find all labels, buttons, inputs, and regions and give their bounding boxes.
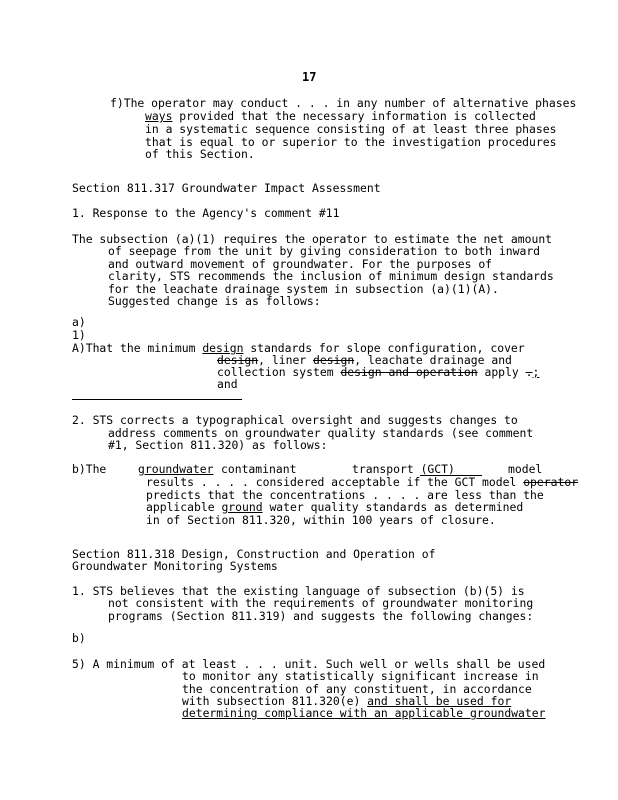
amendment-5-line-5: determining compliance with an applicable groundwater bbox=[182, 706, 546, 720]
amendment-b-model: model bbox=[508, 462, 543, 476]
sec317-para-line-5: for the leachate drainage system in subsection (a)(1)(A). bbox=[108, 282, 499, 296]
amendment-5-line-2: to monitor any statistically significant increase in bbox=[182, 669, 539, 683]
amendment-b-line-1-label: b)The bbox=[72, 462, 107, 476]
amendment-5-line-3: the concentration of any constituent, in accordance bbox=[182, 682, 532, 696]
sts2-line-3: #1, Section 811.320) as follows: bbox=[108, 438, 328, 452]
sec317-para-line-1: The subsection (a)(1) requires the operator to estimate the net amount bbox=[72, 232, 553, 246]
para-f-line-1: f)The operator may conduct . . . in any number of alternative phases bbox=[110, 96, 577, 110]
text-run: apply bbox=[477, 365, 526, 379]
text-run: applicable bbox=[146, 500, 222, 514]
sts2-line-1: 2. STS corrects a typographical oversight and suggests changes to bbox=[72, 413, 518, 427]
amendment-A-line-4: and bbox=[217, 377, 238, 391]
label-b: b) bbox=[72, 631, 86, 645]
sec317-para-line-4: clarity, STS recommends the inclusion of minimum design standards bbox=[108, 269, 554, 283]
para-f-line-2-rest: provided that the necessary information is collected bbox=[172, 109, 536, 123]
deleted-text: design bbox=[313, 353, 355, 367]
para-f-line-4: that is equal to or superior to the investigation procedures bbox=[145, 135, 557, 149]
deleted-text: design bbox=[217, 353, 259, 367]
amendment-b-line-3: predicts that the concentrations . . . . are less than the bbox=[146, 488, 544, 502]
text-run: Section 811.320, within 100 years of closure. bbox=[187, 513, 496, 527]
inserted-text: design bbox=[202, 341, 244, 355]
text-run: with subsection 811.320(e) bbox=[182, 694, 368, 708]
page-number: 17 bbox=[302, 70, 317, 84]
section-811-317-heading: Section 811.317 Groundwater Impact Assessment bbox=[72, 181, 381, 195]
amendment-b-contaminant: contaminant bbox=[221, 462, 297, 476]
text-run: , leachate drainage and bbox=[354, 353, 512, 367]
amendment-b-line-5 bbox=[146, 514, 496, 527]
section-811-318-heading-line-1: Section 811.318 Design, Construction and Operation of bbox=[72, 547, 436, 561]
amendment-b-groundwater: groundwater bbox=[138, 462, 214, 476]
amendment-b-transport: transport (GCT) bbox=[352, 462, 455, 476]
para-f-line-5: of this Section. bbox=[145, 147, 255, 161]
inserted-text: and shall be used for bbox=[367, 694, 512, 708]
text-run: results . . . . considered acceptable if the GCT model bbox=[146, 475, 524, 489]
sec318-line-1: 1. STS believes that the existing language of subsection (b)(5) is bbox=[72, 584, 525, 598]
sec317-para-line-2: of seepage from the unit by giving consideration to both inward bbox=[108, 244, 541, 258]
sec318-line-2: not consistent with the requirements of groundwater monitoring bbox=[108, 596, 534, 610]
text-run: water quality standards as determined bbox=[262, 500, 524, 514]
para-f-line-3: in a systematic sequence consisting of at least three phases bbox=[145, 122, 557, 136]
text-run: in of bbox=[146, 513, 188, 527]
deleted-text: design and operation bbox=[340, 365, 478, 379]
text-run: and outward movement of bbox=[108, 257, 273, 271]
response-heading: 1. Response to the Agency's comment #11 bbox=[72, 206, 340, 220]
label-1: 1) bbox=[72, 328, 86, 342]
sts2-line-2: address comments on groundwater quality standards (see comment bbox=[108, 426, 534, 440]
text-run: standards for slope configuration, cover bbox=[243, 341, 525, 355]
deleted-text: operator bbox=[523, 475, 579, 489]
sec317-para-line-6: Suggested change is as follows: bbox=[108, 294, 321, 308]
separator-rule bbox=[72, 399, 242, 400]
text-run: A)That the minimum bbox=[72, 341, 203, 355]
text-run: , liner bbox=[258, 353, 314, 367]
inserted-text: ; bbox=[532, 365, 540, 379]
label-a: a) bbox=[72, 315, 86, 329]
inserted-text: ways bbox=[145, 109, 173, 123]
amendment-A-line-3 bbox=[217, 366, 539, 379]
text-run: collection system bbox=[217, 365, 341, 379]
sec318-line-3: programs (Section 811.319) and suggests the following changes: bbox=[108, 609, 534, 623]
section-811-318-heading-line-2: Groundwater Monitoring Systems bbox=[72, 559, 278, 573]
text-run: groundwater. For the purposes of bbox=[272, 257, 493, 271]
amendment-5-line-1: 5) A minimum of at least . . . unit. Such well or wells shall be used bbox=[72, 657, 546, 671]
deleted-text: . bbox=[525, 365, 533, 379]
inserted-text: ground bbox=[221, 500, 263, 514]
